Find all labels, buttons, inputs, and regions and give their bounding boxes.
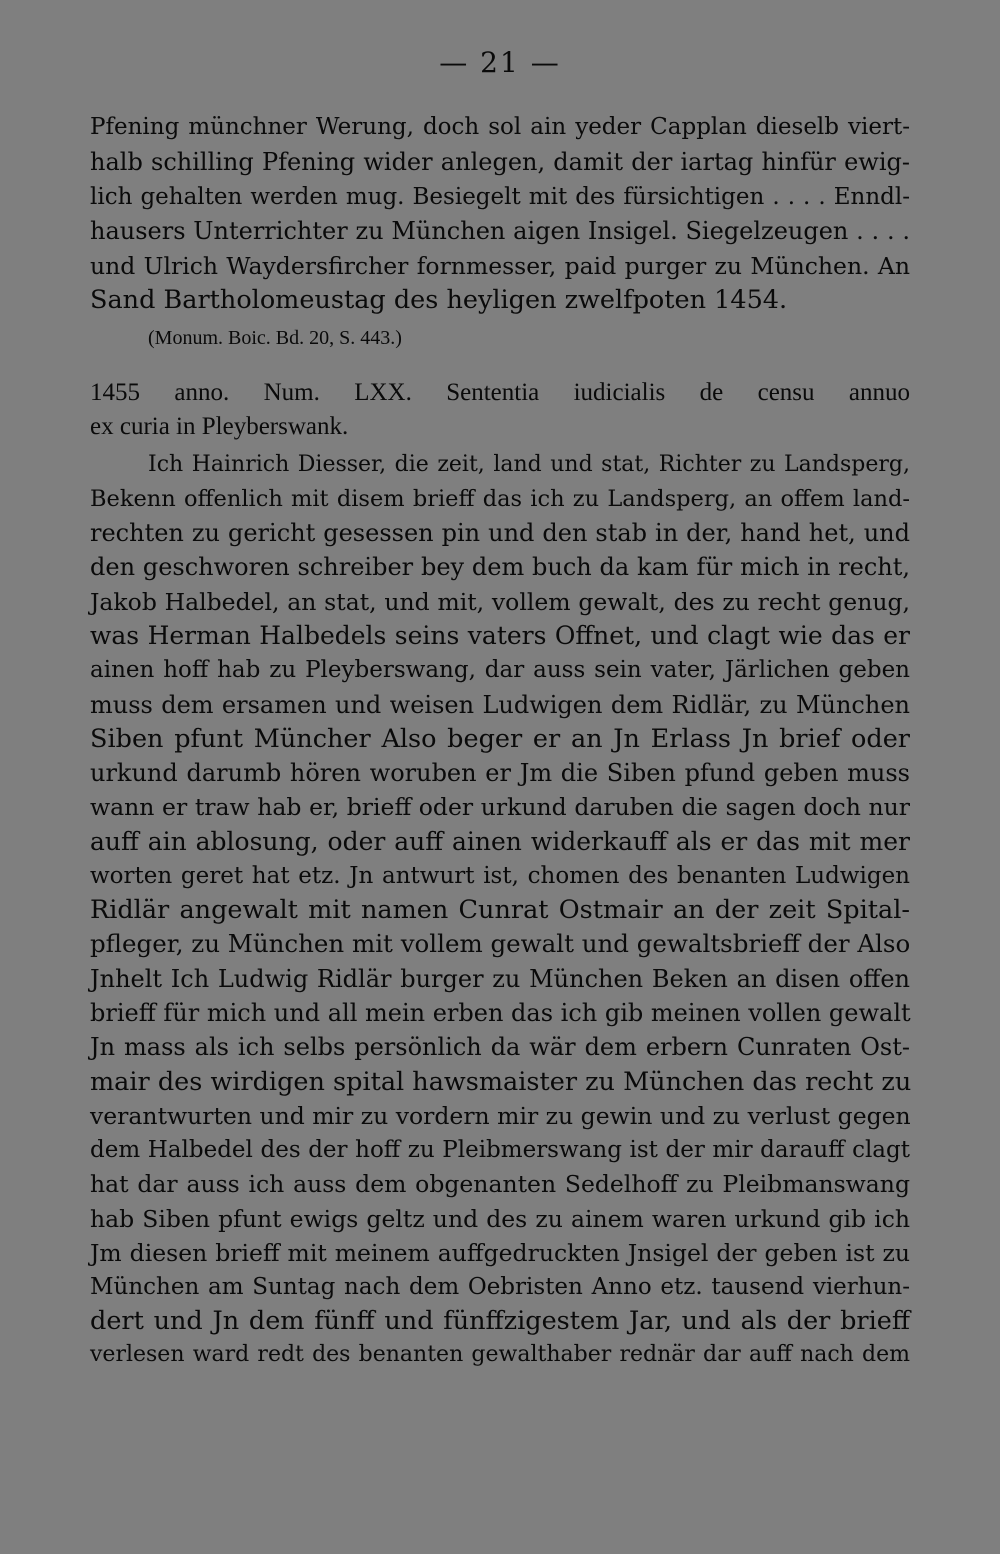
heading-line: ex curia in Pleyberswank. — [90, 413, 349, 440]
text-line: Ich Hainrich Diesser, die zeit, land und stat, Richter zu Landsperg, — [148, 452, 910, 477]
text-line: dem Halbedel des der hoff zu Pleibmerswang ist der mir darauff clagt — [90, 1137, 910, 1163]
text-line: Jakob Halbedel, an stat, und mit, vollem gewalt, des zu recht genug, — [90, 588, 910, 616]
text-line: auff ain ablosung, oder auff ainen widerkauff als er das mit mer — [90, 827, 910, 856]
text-line: mair des wirdigen spital hawsmaister zu München das recht zu — [90, 1067, 912, 1097]
source-citation: (Monum. Boic. Bd. 20, S. 443.) — [148, 327, 402, 349]
text-line: hab Siben pfunt ewigs geltz und des zu ainem waren urkund gib ich — [90, 1205, 910, 1233]
text-line: wann er traw hab er, brieff oder urkund daruben die sagen doch nur — [90, 793, 910, 821]
text-line: was Herman Halbedels seins vaters Offnet, und clagt wie das er — [90, 621, 910, 650]
text-line: brieff für mich und all mein erben das ich gib meinen vollen gewalt — [90, 999, 911, 1027]
text-line: muss dem ersamen und weisen Ludwigen dem Ridlär, zu München — [90, 691, 910, 719]
text-line: urkund darumb hören woruben er Jm die Siben pfund geben muss — [90, 759, 910, 787]
text-line: ainen hoff hab zu Pleyberswang, dar auss sein vater, Järlichen geben — [90, 657, 910, 683]
text-line: den geschworen schreiber bey dem buch da kam für mich in recht, — [90, 553, 910, 581]
text-line: Pfening münchner Werung, doch sol ain yeder Capplan dieselb viert- — [90, 114, 910, 140]
text-line: verantwurten und mir zu vordern mir zu gewin und zu verlust gegen — [90, 1102, 911, 1130]
text-line: halb schilling Pfening wider anlegen, damit der iartag hinfür ewig- — [90, 148, 910, 176]
text-line: Jn mass als ich selbs persönlich da wär dem erbern Cunraten Ost- — [90, 1033, 910, 1061]
text-line: lich gehalten werden mug. Besiegelt mit des fürsichtigen . . . . Enndl- — [90, 184, 910, 210]
text-line: worten geret hat etz. Jn antwurt ist, chomen des benanten Ludwigen — [90, 863, 910, 889]
text-line: pfleger, zu München mit vollem gewalt und gewaltsbrieff der Also — [90, 929, 911, 958]
text-line: verlesen ward redt des benanten gewalthaber rednär dar auff nach dem — [90, 1342, 910, 1367]
text-line: Jm diesen brieff mit meinem auffgedruckten Jnsigel der geben ist zu — [90, 1239, 910, 1267]
text-line: Sand Bartholomeustag des heyligen zwelfpoten 1454. — [90, 285, 788, 315]
text-line: Bekenn offenlich mit disem brieff das ich zu Landsperg, an offem land- — [90, 486, 910, 512]
text-line: München am Suntag nach dem Oebristen Anno etz. tausend vierhun- — [90, 1274, 910, 1300]
text-line: Siben pfunt Müncher Also beger er an Jn Erlass Jn brief oder — [90, 724, 910, 754]
text-line: Ridlär angewalt mit namen Cunrat Ostmair an der zeit Spital- — [90, 895, 910, 925]
text-line: Jnhelt Ich Ludwig Ridlär burger zu München Beken an disen offen — [90, 965, 910, 993]
text-line: hausers Unterrichter zu München aigen Insigel. Siegelzeugen . . . . — [90, 217, 910, 245]
text-line: dert und Jn dem fünff und fünffzigestem Jar, und als der brieff — [90, 1306, 910, 1336]
page-number: — 21 — — [439, 46, 561, 79]
text-line: und Ulrich Waydersfircher fornmesser, paid purger zu München. An — [90, 252, 910, 280]
text-line: rechten zu gericht gesessen pin und den stab in der, hand het, und — [90, 519, 910, 547]
text-line: hat dar auss ich auss dem obgenanten Sedelhoff zu Pleibmanswang — [90, 1170, 910, 1198]
heading-line: 1455 anno. Num. LXX. Sententia iudicialis de censu annuo — [90, 379, 910, 406]
